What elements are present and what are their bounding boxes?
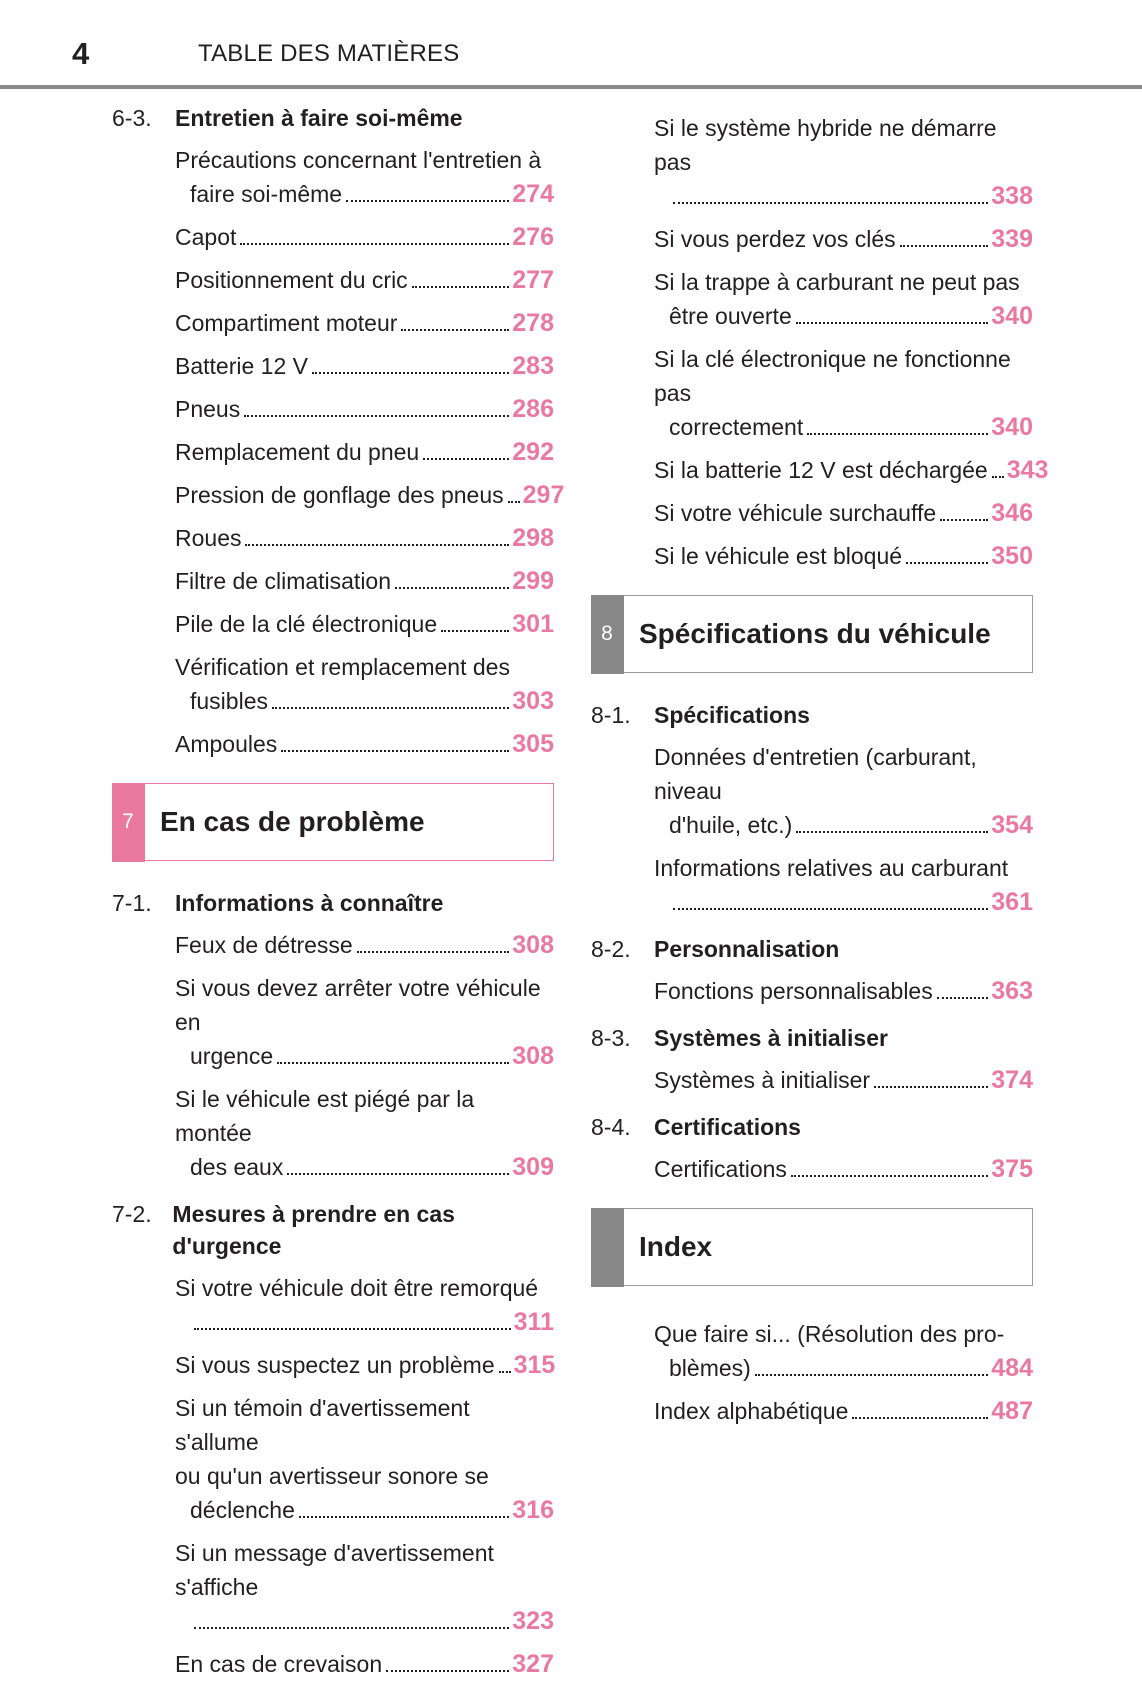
page-number-link[interactable]: 363 — [991, 977, 1033, 1005]
entry-row — [175, 684, 554, 718]
page-number-link[interactable]: 298 — [512, 524, 554, 552]
entry-row — [654, 1063, 1033, 1097]
entry-row — [175, 607, 554, 641]
spacer — [591, 1286, 1033, 1308]
dot-leader — [441, 630, 509, 632]
dot-leader — [240, 243, 509, 245]
entry-title: Compartiment moteur — [175, 310, 398, 336]
toc-entry[interactable] — [654, 539, 1033, 573]
header-title: TABLE DES MATIÈRES — [198, 40, 460, 67]
dot-leader — [287, 1173, 509, 1175]
page-number-link[interactable]: 340 — [991, 413, 1033, 441]
entry-row — [175, 1348, 554, 1382]
dot-leader — [194, 1627, 509, 1629]
dot-leader — [312, 372, 509, 374]
section-heading-8-1: 8-1. Spécifications — [591, 702, 810, 728]
header-rule — [0, 85, 1142, 89]
entry-title: Feux de détresse — [175, 932, 353, 958]
section-heading-7-2: 7-2. Mesures à prendre en cas d'urgence — [112, 1201, 455, 1259]
toc-entry[interactable] — [175, 607, 554, 641]
toc-entry[interactable] — [175, 928, 554, 962]
page-number-link[interactable]: 346 — [991, 499, 1033, 527]
section-entries-8-3 — [591, 1063, 1033, 1097]
entry-row — [654, 539, 1033, 573]
chapter-title: En cas de problème — [160, 806, 425, 837]
dot-leader — [346, 200, 509, 202]
entry-title-line: Précautions concernant l'entretien à — [175, 147, 542, 173]
page-number-link[interactable]: 299 — [512, 567, 554, 595]
entry-title-line: Si vous devez arrêter votre véhicule en — [175, 975, 541, 1035]
dot-leader — [796, 831, 988, 833]
page-number-link[interactable]: 283 — [512, 352, 554, 380]
entry-row — [175, 306, 554, 340]
toc-entry[interactable] — [654, 1063, 1033, 1097]
entry-row — [654, 1394, 1033, 1428]
chapter-tab: 7 — [112, 783, 145, 862]
entry-row — [175, 1305, 554, 1339]
dot-leader — [386, 1670, 509, 1672]
toc-entry[interactable] — [175, 1082, 554, 1184]
page-number-link[interactable]: 311 — [513, 1308, 554, 1336]
entry-row — [654, 885, 1033, 919]
entry-title: Systèmes à initialiser — [654, 1067, 871, 1093]
entry-title: Capot — [175, 224, 237, 250]
toc-entry[interactable] — [654, 1152, 1033, 1186]
entry-row — [175, 564, 554, 598]
section-entries-7-2 — [112, 1271, 554, 1681]
entry-title: Batterie 12 V — [175, 353, 308, 379]
entry-title-line: Si votre véhicule doit être remorqué — [175, 1275, 539, 1301]
entry-row — [654, 496, 1033, 530]
entry-title: Fonctions personnalisables — [654, 978, 933, 1004]
entry-row — [175, 177, 554, 211]
entry-row — [654, 222, 1033, 256]
entry-title-line: Données d'entretien (carburant, niveau — [654, 744, 977, 804]
entry-row — [654, 1152, 1033, 1186]
page-number-link[interactable]: 292 — [512, 438, 554, 466]
toc-left-column — [112, 102, 565, 1681]
entry-row — [175, 727, 554, 761]
entry-title-line: Si le système hybride ne démarre pas — [654, 115, 997, 175]
toc-entry[interactable] — [654, 111, 1033, 213]
toc-entry[interactable] — [175, 727, 554, 761]
toc-entry[interactable] — [654, 496, 1033, 530]
dot-leader — [244, 415, 509, 417]
dot-leader — [874, 1086, 988, 1088]
entry-title: Ampoules — [175, 731, 278, 757]
dot-leader — [992, 476, 1004, 478]
toc-entry[interactable] — [175, 521, 554, 555]
toc-entry[interactable] — [175, 564, 554, 598]
dot-leader — [194, 1328, 511, 1330]
section-heading-8-4: 8-4. Certifications — [591, 1114, 801, 1140]
entry-title-line: Si la trappe à carburant ne peut pas — [654, 269, 1020, 295]
page-number-link[interactable]: 343 — [1006, 456, 1049, 484]
toc-right-column — [591, 102, 1049, 1428]
entry-row — [175, 1150, 554, 1184]
index-entries — [591, 1317, 1033, 1428]
dot-leader — [673, 908, 988, 910]
page-number-link[interactable]: 361 — [991, 888, 1033, 916]
chapter-tab — [591, 1208, 624, 1287]
page-number-link[interactable]: 305 — [512, 730, 554, 758]
page-number-link[interactable]: 315 — [513, 1351, 556, 1379]
page-number-link[interactable]: 327 — [512, 1650, 554, 1678]
entry-title-line: Si le véhicule est piégé par la montée — [175, 1086, 475, 1146]
page-number-link[interactable]: 487 — [991, 1397, 1033, 1425]
page-number-link[interactable]: 274 — [512, 180, 554, 208]
entry-row — [654, 974, 1033, 1008]
entry-title: correctement — [669, 414, 804, 440]
entry-title-line: Informations relatives au carburant — [654, 855, 1009, 881]
dot-leader — [755, 1374, 988, 1376]
entry-row — [654, 299, 1033, 333]
entry-row — [175, 1039, 554, 1073]
entry-title: déclenche — [190, 1497, 295, 1523]
dot-leader — [940, 519, 988, 521]
entry-row — [654, 453, 1049, 487]
page-number-link[interactable]: 308 — [512, 1042, 554, 1070]
index-banner[interactable] — [591, 1208, 1033, 1286]
dot-leader — [299, 1516, 509, 1518]
page-number-link[interactable]: 339 — [991, 225, 1033, 253]
toc-entry[interactable] — [654, 974, 1033, 1008]
entry-title: En cas de crevaison — [175, 1651, 383, 1677]
toc-entry[interactable] — [654, 342, 1033, 444]
page-number-link[interactable]: 375 — [991, 1155, 1033, 1183]
entry-title-line: Si un témoin d'avertissement s'allume — [175, 1395, 470, 1455]
entry-title: Roues — [175, 525, 242, 551]
entry-row — [175, 392, 554, 426]
toc-entry[interactable] — [654, 1317, 1033, 1385]
dot-leader — [937, 997, 989, 999]
entry-title: Index alphabétique — [654, 1398, 849, 1424]
entry-title: Si votre véhicule surchauffe — [654, 500, 937, 526]
page-number-link[interactable]: 338 — [991, 182, 1033, 210]
entry-title-line: Que faire si... (Résolution des pro- — [654, 1321, 1005, 1347]
entry-row — [175, 263, 554, 297]
entry-title: fusibles — [190, 688, 268, 714]
entry-title: Pile de la clé électronique — [175, 611, 438, 637]
page-number-link[interactable]: 484 — [991, 1354, 1033, 1382]
entry-title: Si vous perdez vos clés — [654, 226, 896, 252]
toc-entry[interactable] — [175, 306, 554, 340]
section-entries-8-2 — [591, 974, 1033, 1008]
page-header — [0, 0, 1142, 90]
entry-row — [175, 478, 565, 512]
page-number-link[interactable]: 323 — [512, 1607, 554, 1635]
section-heading-7-1: 7-1. Informations à connaître — [112, 890, 444, 916]
page-number-link[interactable]: 354 — [991, 811, 1033, 839]
page-number-link[interactable]: 374 — [991, 1066, 1033, 1094]
toc-entry[interactable] — [654, 453, 1049, 487]
entry-title-line: Si la clé électronique ne fonctionne pas — [654, 346, 1011, 406]
entry-title: des eaux — [190, 1154, 284, 1180]
page-number-link[interactable]: 276 — [512, 223, 554, 251]
toc-entry[interactable] — [175, 220, 554, 254]
toc-entry[interactable] — [654, 222, 1033, 256]
dot-leader — [423, 458, 509, 460]
entry-title: être ouverte — [669, 303, 792, 329]
page-number-link[interactable]: 350 — [991, 542, 1033, 570]
toc-entry[interactable] — [654, 265, 1033, 333]
section-entries-7-1 — [112, 928, 554, 1184]
dot-leader — [412, 286, 510, 288]
entry-title: Certifications — [654, 1156, 787, 1182]
toc-entry[interactable] — [175, 478, 565, 512]
entry-title: d'huile, etc.) — [669, 812, 793, 838]
entry-row — [654, 179, 1033, 213]
entry-title: faire soi-même — [190, 181, 343, 207]
page-number-link[interactable]: 277 — [512, 266, 554, 294]
toc-entry[interactable] — [654, 851, 1033, 919]
dot-leader — [401, 329, 509, 331]
dot-leader — [395, 587, 509, 589]
entry-row — [175, 1604, 554, 1638]
toc-entry[interactable] — [175, 1271, 554, 1339]
entry-row — [654, 808, 1033, 842]
entry-title: Filtre de climatisation — [175, 568, 392, 594]
dot-leader — [281, 750, 509, 752]
page-number: 4 — [72, 36, 90, 71]
entry-title: Si la batterie 12 V est déchargée — [654, 457, 988, 483]
chapter-title: Spécifications du véhicule — [639, 618, 991, 649]
dot-leader — [796, 322, 989, 324]
entry-row — [175, 521, 554, 555]
dot-leader — [673, 202, 988, 204]
chapter-tab: 8 — [591, 595, 624, 674]
toc-entry[interactable] — [175, 1647, 554, 1681]
dot-leader — [272, 707, 509, 709]
toc-entry[interactable] — [175, 392, 554, 426]
entry-row — [654, 410, 1033, 444]
chapter-title: Index — [639, 1231, 713, 1262]
page-number-link[interactable]: 316 — [512, 1496, 554, 1524]
toc-entry[interactable] — [175, 1391, 554, 1527]
section-entries-6-3 — [112, 143, 565, 761]
dot-leader — [508, 501, 520, 503]
page-number-link[interactable]: 309 — [512, 1153, 554, 1181]
page-number-link[interactable]: 301 — [512, 610, 554, 638]
entry-title: Remplacement du pneu — [175, 439, 420, 465]
section-entries-7-2-continued — [591, 111, 1049, 573]
entry-title: Si vous suspectez un problème — [175, 1352, 495, 1378]
entry-row — [175, 1493, 554, 1527]
toc-entry[interactable] — [175, 650, 554, 718]
toc-entry[interactable] — [175, 143, 554, 211]
page-number-link[interactable]: 303 — [512, 687, 554, 715]
entry-title: Positionnement du cric — [175, 267, 408, 293]
entry-title: Pneus — [175, 396, 241, 422]
dot-leader — [357, 951, 510, 953]
entry-row — [175, 220, 554, 254]
toc-entry[interactable] — [175, 1536, 554, 1638]
toc-entry[interactable] — [654, 740, 1033, 842]
section-entries-8-4 — [591, 1152, 1033, 1186]
entry-row — [654, 1351, 1033, 1385]
page-number-link[interactable]: 278 — [512, 309, 554, 337]
section-heading-8-3: 8-3. Systèmes à initialiser — [591, 1025, 888, 1051]
page-number-link[interactable]: 297 — [522, 481, 565, 509]
entry-row — [175, 349, 554, 383]
toc-entry[interactable] — [175, 349, 554, 383]
dot-leader — [245, 544, 509, 546]
dot-leader — [852, 1417, 988, 1419]
entry-title: Si le véhicule est bloqué — [654, 543, 903, 569]
page-number-link[interactable]: 308 — [512, 931, 554, 959]
dot-leader — [906, 562, 988, 564]
section-entries-8-1 — [591, 740, 1033, 919]
section-heading-6-3: 6-3. Entretien à faire soi-même — [112, 105, 463, 131]
entry-title: blèmes) — [669, 1355, 751, 1381]
entry-row — [175, 928, 554, 962]
entry-row — [175, 435, 554, 469]
entry-title-line: ou qu'un avertisseur sonore se — [175, 1463, 489, 1489]
dot-leader — [791, 1175, 988, 1177]
chapter-8-banner[interactable] — [591, 595, 1033, 673]
chapter-7-banner[interactable] — [112, 783, 554, 861]
entry-title-line: Si un message d'avertissement s'affiche — [175, 1540, 494, 1600]
toc-entry[interactable] — [175, 263, 554, 297]
entry-title: urgence — [190, 1043, 274, 1069]
toc-entry[interactable] — [654, 1394, 1033, 1428]
entry-title-line: Vérification et remplacement des — [175, 654, 510, 680]
entry-row — [175, 1647, 554, 1681]
dot-leader — [277, 1062, 509, 1064]
section-heading-8-2: 8-2. Personnalisation — [591, 936, 840, 962]
page-number-link[interactable]: 340 — [991, 302, 1033, 330]
dot-leader — [900, 245, 989, 247]
dot-leader — [807, 433, 988, 435]
entry-title: Pression de gonflage des pneus — [175, 482, 504, 508]
toc-entry[interactable] — [175, 971, 554, 1073]
toc-entry[interactable] — [175, 435, 554, 469]
dot-leader — [499, 1371, 511, 1373]
page-number-link[interactable]: 286 — [512, 395, 554, 423]
toc-entry[interactable] — [175, 1348, 554, 1382]
